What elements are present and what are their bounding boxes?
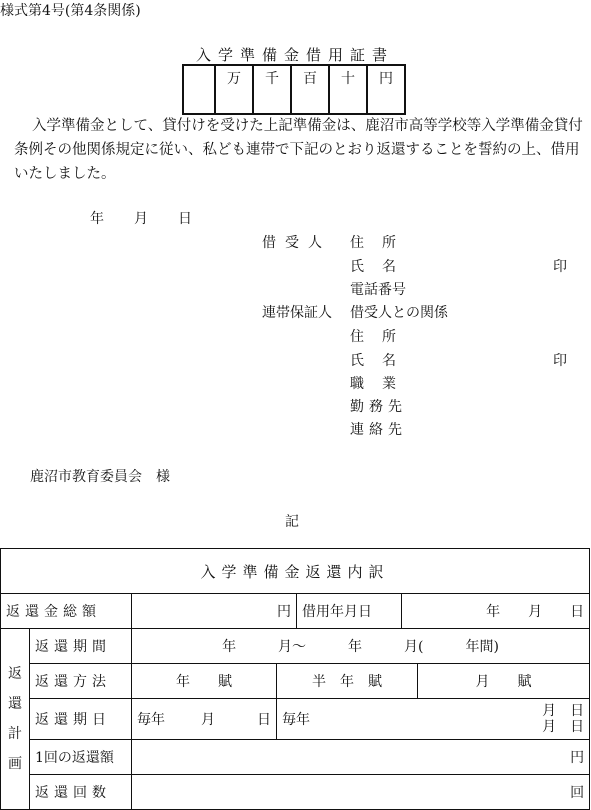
borrower-name-label: 氏名 [350, 259, 414, 275]
amount-unit-juu: 十 [329, 65, 367, 114]
method-label: 返還方法 [30, 664, 132, 699]
per-amount-yen: 円 [132, 740, 590, 775]
repayment-plan-label [1, 629, 30, 810]
guarantor-workplace-label: 勤務先 [350, 399, 407, 415]
borrow-date-value: 年 月 日 [402, 594, 590, 629]
semiannual-prefix: 毎年 [277, 699, 402, 740]
date-day: 日 [178, 211, 192, 227]
plan-char-4: 画 [8, 756, 22, 772]
date-year: 年 [90, 211, 104, 227]
method-monthly: 月 賦 [418, 664, 590, 699]
plan-char-1: 返 [8, 666, 22, 682]
repayment-breakdown-table [0, 548, 590, 810]
method-semiannual: 半 年 賦 [277, 664, 418, 699]
amount-unit-man: 万 [215, 65, 253, 114]
total-amount-label: 返還金総額 [1, 594, 132, 629]
count-unit: 回 [132, 775, 590, 810]
guarantor-address-label: 住所 [350, 329, 414, 345]
guarantor-occupation-label: 職業 [350, 376, 414, 392]
guarantor-role: 連帯保証人 [262, 305, 332, 321]
addressee: 鹿沼市教育委員会 様 [30, 469, 170, 485]
guarantor-name-label: 氏名 [350, 353, 414, 369]
due-date-label: 返還期日 [30, 699, 132, 740]
amount-unit-yen: 円 [367, 65, 405, 114]
semiannual-date-1: 月 日 [542, 703, 585, 719]
breakdown-title: 入学準備金返還内訳 [1, 549, 590, 594]
amount-cell-blank [183, 65, 215, 114]
borrower-phone-label: 電話番号 [350, 282, 406, 298]
plan-char-3: 計 [8, 726, 22, 742]
annual-month-day: 月 日 [201, 712, 271, 728]
borrow-date-label: 借用年月日 [297, 594, 402, 629]
borrower-role: 借受人 [262, 235, 331, 251]
count-label: 返還回数 [30, 775, 132, 810]
due-date-annual [132, 699, 277, 740]
period-value: 年 月～ 年 月( 年間) [132, 629, 590, 664]
period-label: 返還期間 [30, 629, 132, 664]
document-title: 入学準備金借用証書 [196, 46, 395, 64]
amount-box [182, 64, 406, 115]
annual-prefix: 毎年 [137, 712, 165, 728]
method-annual: 年 賦 [132, 664, 277, 699]
pledge-paragraph [14, 114, 588, 186]
pledge-text: 入学準備金として、貸付けを受けた上記準備金は、鹿沼市高等学校等入学準備金貸付条例その他関係規定に従い、私ども連帯で下記のとおり返還することを誓約の上、借用いたしました。 [14, 118, 583, 182]
semiannual-date-2: 月 日 [542, 719, 585, 735]
amount-unit-hyaku: 百 [291, 65, 329, 114]
per-amount-label: 1回の返還額 [30, 740, 132, 775]
semiannual-dates [402, 699, 590, 740]
borrower-address-label: 住所 [350, 235, 414, 251]
form-number-label: 様式第4号(第4条関係) [0, 3, 141, 19]
borrower-seal: 印 [553, 259, 567, 275]
plan-char-2: 還 [8, 696, 22, 712]
amount-unit-sen: 千 [253, 65, 291, 114]
total-amount-yen: 円 [132, 594, 297, 629]
guarantor-seal: 印 [553, 353, 567, 369]
date-month: 月 [134, 211, 148, 227]
guarantor-relation-label: 借受人との関係 [350, 305, 448, 321]
ki-heading: 記 [285, 514, 299, 530]
guarantor-contact-label: 連絡先 [350, 422, 407, 438]
